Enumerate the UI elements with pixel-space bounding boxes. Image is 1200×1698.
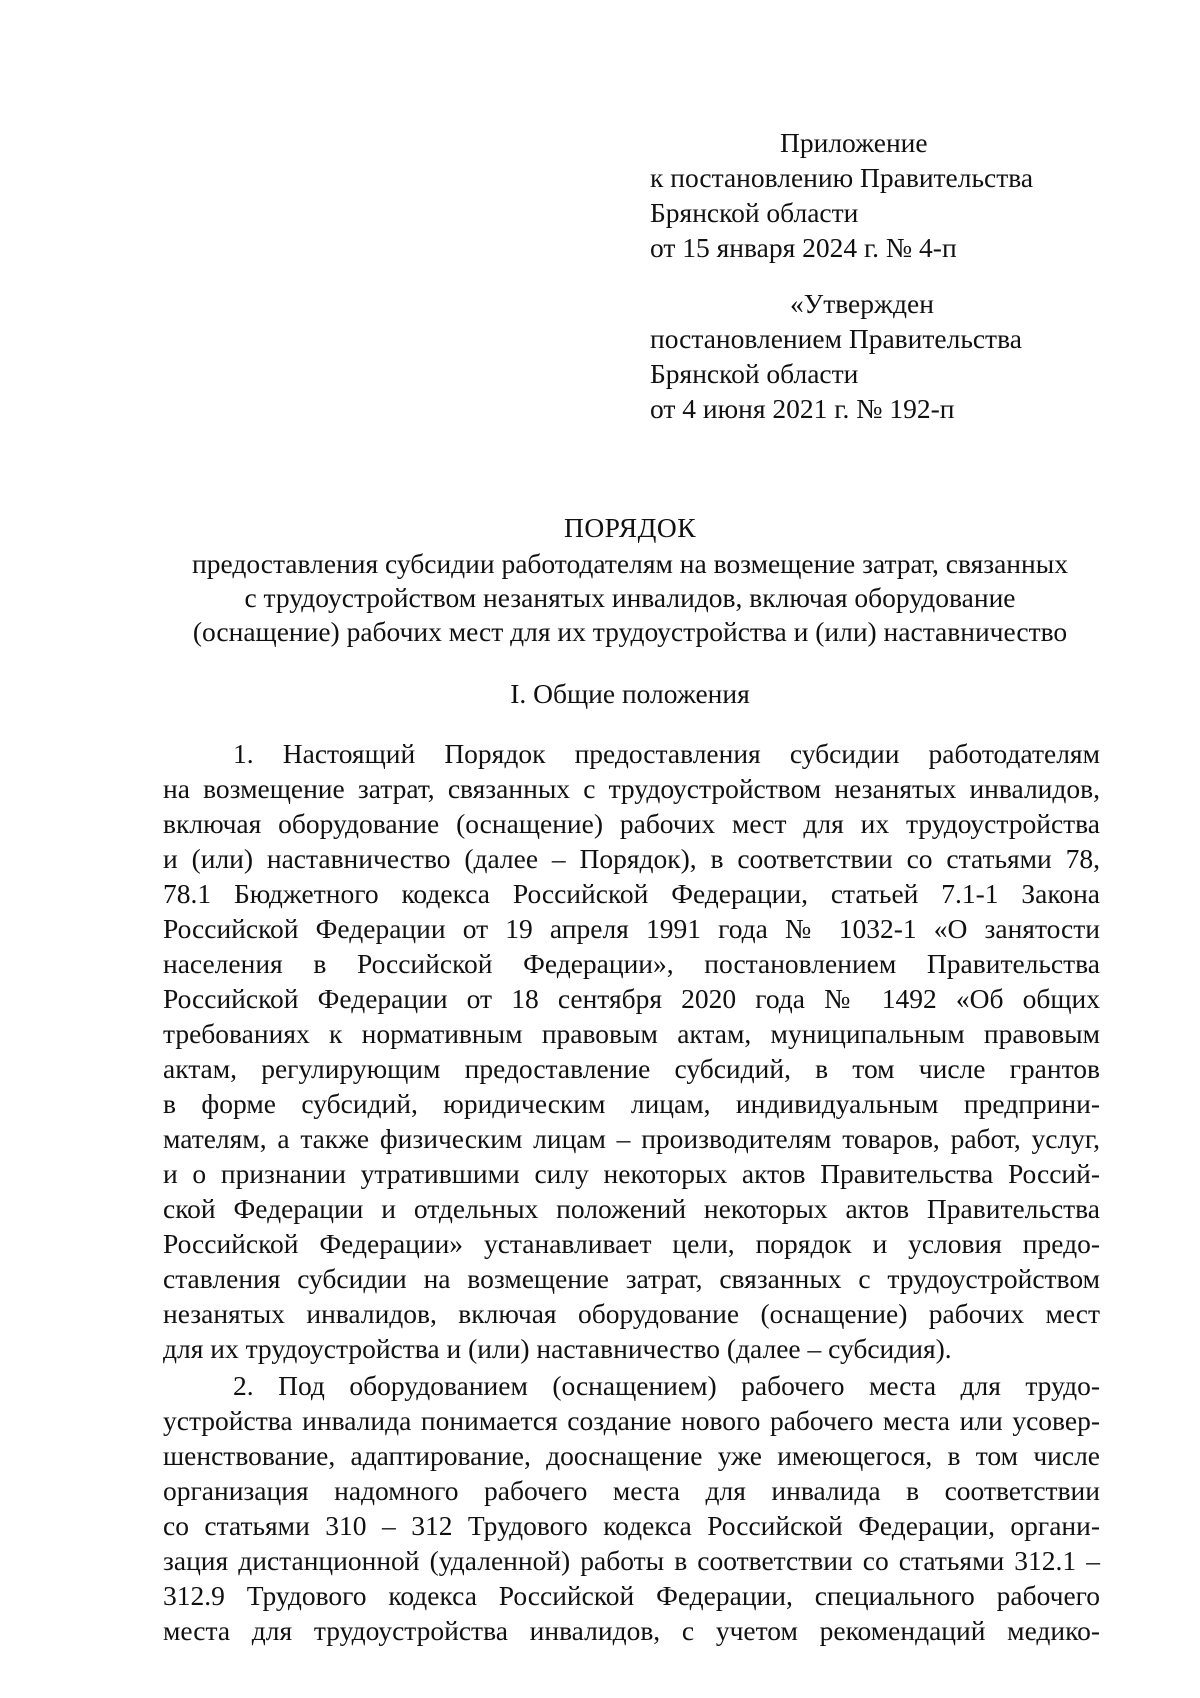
paragraph-line: шенствование, адаптирование, дооснащение уже имеющегося, в том числе [163, 1440, 1100, 1471]
paragraph [163, 1368, 1100, 1648]
paragraph-line: актам, регулирующим предоставление субсидий, в том числе грантов [163, 1053, 1100, 1084]
document-title-block [160, 511, 1100, 649]
paragraph-line: и о признании утратившими силу некоторых актов Правительства Россий- [163, 1158, 1100, 1189]
approval-line: «Утвержден [790, 288, 934, 319]
approval-line: постановлением Правительства [650, 323, 1022, 354]
paragraph-line: 78.1 Бюджетного кодекса Российской Федерации, статьей 7.1-1 Закона [163, 878, 1100, 909]
paragraph-line: места для трудоустройства инвалидов, с учетом рекомендаций медико- [163, 1615, 1100, 1646]
paragraph-line: со статьями 310 – 312 Трудового кодекса Российской Федерации, органи- [163, 1510, 1100, 1541]
paragraph-line: зация дистанционной (удаленной) работы в соответствии со статьями 312.1 – [163, 1545, 1100, 1576]
paragraph-line: Российской Федерации» устанавливает цели, порядок и условия предо- [163, 1228, 1100, 1259]
paragraph-line: ской Федерации и отдельных положений некоторых актов Правительства [163, 1193, 1100, 1224]
paragraph-line: ставления субсидии на возмещение затрат, связанных с трудоустройством [163, 1263, 1100, 1294]
approval-line: от 4 июня 2021 г. № 192-п [650, 393, 955, 424]
appendix-line: Приложение [780, 127, 928, 158]
paragraph-line: в форме субсидий, юридическим лицам, индивидуальным предприни- [163, 1088, 1100, 1119]
paragraph-line: Российской Федерации от 18 сентября 2020 года № 1492 «Об общих [163, 983, 1100, 1014]
paragraph-line: для их трудоустройства и (или) наставничество (далее – субсидия). [163, 1333, 952, 1364]
paragraph-line: организация надомного рабочего места для инвалида в соответствии [163, 1475, 1100, 1506]
paragraph-line: и (или) наставничество (далее – Порядок), в соответствии со статьями 78, [163, 843, 1100, 874]
appendix-line: к постановлению Правительства [650, 162, 1034, 193]
document-subtitle-line: (оснащение) рабочих мест для их трудоустройства и (или) наставничество [192, 616, 1068, 647]
appendix-line: от 15 января 2024 г. № 4-п [650, 232, 957, 263]
paragraph-line: незанятых инвалидов, включая оборудование (оснащение) рабочих мест [163, 1298, 1100, 1329]
paragraph-line: на возмещение затрат, связанных с трудоустройством незанятых инвалидов, [163, 773, 1100, 804]
document-subtitle-line: с трудоустройством незанятых инвалидов, включая оборудование [244, 582, 1016, 613]
paragraph-line: 312.9 Трудового кодекса Российской Федерации, специального рабочего [163, 1580, 1100, 1611]
paragraph [163, 736, 1100, 1366]
document-subtitle-line: предоставления субсидии работодателям на возмещение затрат, связанных [192, 548, 1068, 579]
appendix-line: Брянской области [650, 197, 859, 228]
paragraph-line: 2. Под оборудованием (оснащением) рабочего места для трудо- [233, 1370, 1100, 1401]
section-heading: I. Общие положения [510, 678, 750, 709]
paragraph-line: требованиях к нормативным правовым актам, муниципальным правовым [163, 1018, 1100, 1049]
paragraph-line: мателям, а также физическим лицам – производителям товаров, работ, услуг, [163, 1123, 1100, 1154]
approval-block [650, 286, 1170, 426]
paragraph-line: 1. Настоящий Порядок предоставления субсидии работодателям [233, 738, 1100, 769]
approval-line: Брянской области [650, 358, 859, 389]
document-title: ПОРЯДОК [563, 512, 697, 543]
appendix-block [650, 125, 1170, 265]
paragraph-line: населения в Российской Федерации», постановлением Правительства [163, 948, 1100, 979]
paragraph-line: устройства инвалида понимается создание нового рабочего места или усовер- [163, 1405, 1100, 1436]
body-text [163, 736, 1100, 1650]
paragraph-line: Российской Федерации от 19 апреля 1991 года № 1032-1 «О занятости [163, 913, 1100, 944]
paragraph-line: включая оборудование (оснащение) рабочих мест для их трудоустройства [163, 808, 1100, 839]
